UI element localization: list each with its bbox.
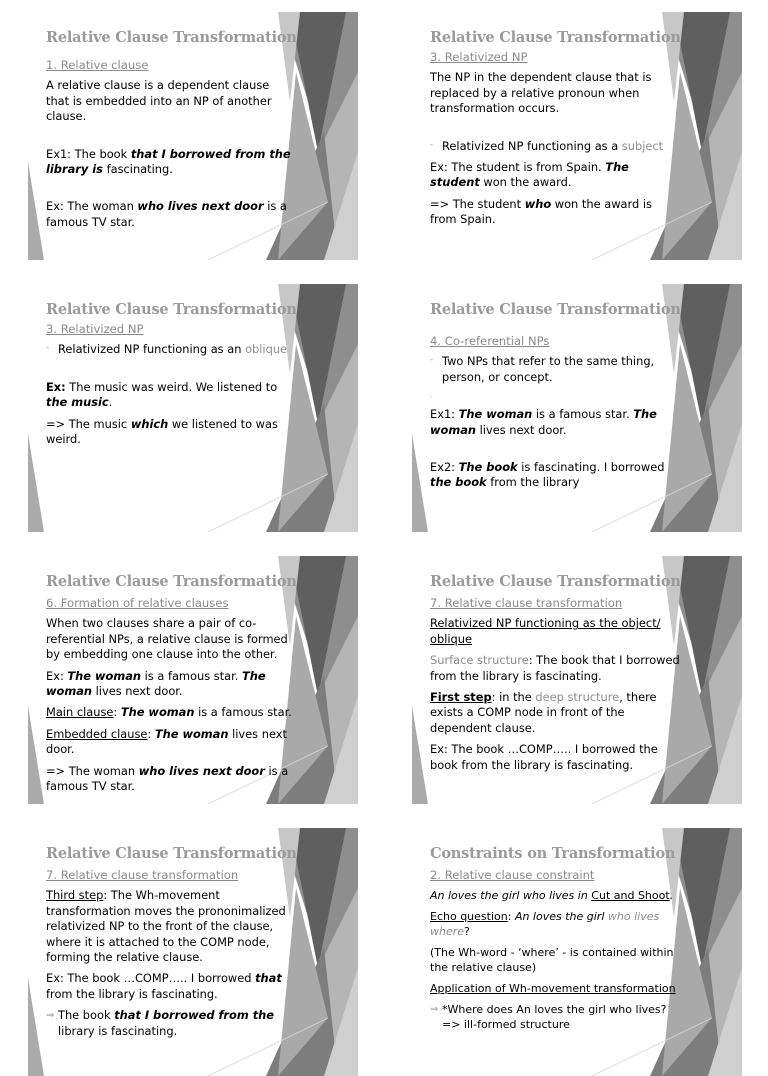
example-text: Ex: The woman is a famous star. The woman lives next door. xyxy=(46,668,266,699)
result-text: => The student who won the award is from Spain. xyxy=(430,196,652,227)
slide-title: Constraints on Transformation xyxy=(430,845,676,862)
example-text: Ex: The book …COMP….. I borrowed that from the library is fascinating. xyxy=(46,971,282,1001)
surface-structure: Surface structure: The book that I borrowed from the library is fascinating. xyxy=(430,653,680,683)
slide-7 xyxy=(28,828,358,1038)
slide-4 xyxy=(412,284,742,532)
section-heading: 7. Relative clause transformation xyxy=(430,596,623,610)
section-heading: 4. Co-referential NPs xyxy=(430,334,550,348)
result-text: ⇒ *Where does An loves the girl who lives? => ill-formed structure xyxy=(430,1002,680,1032)
definition-text: The NP in the dependent clause that is replaced by a relative pronoun when transformation occurs. xyxy=(430,70,652,116)
slide-title: Relative Clause Transformation xyxy=(46,29,297,46)
slide-title: Relative Clause Transformation xyxy=(430,29,681,46)
third-step: Third step: The Wh-movement transformation moves the prononimalized relativized NP to the front of the clause, where it is attached to the COMP node, forming the relative clause. xyxy=(46,888,286,965)
section-heading: 7. Relative clause transformation xyxy=(46,868,239,882)
bullet-item: - Two NPs that refer to the same thing, person, or concept. xyxy=(430,354,680,385)
bullet-item: - Relativized NP functioning as a subject xyxy=(430,139,680,154)
subheading: Relativized NP functioning as the object/ oblique xyxy=(430,616,661,646)
slide-1 xyxy=(28,12,358,260)
slide-title: Relative Clause Transformation xyxy=(430,573,681,590)
result-text: => The woman who lives next door is a famous TV star. xyxy=(46,763,289,794)
example-text: Ex: The student is from Spain. The student won the award. xyxy=(430,160,629,190)
example-text: Ex: The music was weird. We listened to the music. xyxy=(46,379,278,410)
slide-5 xyxy=(28,556,358,804)
slide-2 xyxy=(412,12,742,260)
bullet-item: - Relativized NP functioning as an oblique xyxy=(46,342,296,357)
example-2: Ex: The woman who lives next door is a famous TV star. xyxy=(46,199,287,229)
note-text: (The Wh-word - ‘where’ - is contained within the relative clause) xyxy=(430,946,674,974)
slide-3 xyxy=(28,284,358,532)
echo-question: Echo question: An loves the girl who lives where? xyxy=(430,910,660,938)
example-text: Ex: The book …COMP….. I borrowed the book from the library is fascinating. xyxy=(430,742,658,772)
slide-6 xyxy=(412,556,742,804)
section-heading: 3. Relativized NP xyxy=(430,50,528,64)
sentence: An loves the girl who lives in Cut and Shoot. xyxy=(430,889,674,902)
main-clause: Main clause: The woman is a famous star. xyxy=(46,705,292,720)
section-heading: 6. Formation of relative clauses xyxy=(46,596,229,610)
example-2: Ex2: The book is fascinating. I borrowed the book from the library xyxy=(430,460,665,490)
slide-title: Relative Clause Transformation xyxy=(46,573,297,590)
section-heading: 3. Relativized NP xyxy=(46,322,144,336)
result-text: ⇒ The book that I borrowed from the library is fascinating. xyxy=(46,1008,296,1039)
definition-text: When two clauses share a pair of co-referential NPs, a relative clause is formed by embedding one clause into the other. xyxy=(46,616,288,662)
slide-title: Relative Clause Transformation xyxy=(46,301,297,318)
slide-title: Relative Clause Transformation xyxy=(430,301,681,318)
section-heading: 2. Relative clause constraint xyxy=(430,868,595,882)
dot-mark: . xyxy=(430,390,433,400)
embedded-clause: Embedded clause: The woman lives next door. xyxy=(46,726,287,757)
result-text: => The music which we listened to was weird. xyxy=(46,416,278,447)
definition-text: A relative clause is a dependent clause that is embedded into an NP of another clause. xyxy=(46,78,272,124)
slide-8 xyxy=(412,828,742,1031)
example-1: Ex1: The woman is a famous star. The woman lives next door. xyxy=(430,407,657,437)
first-step: First step: in the deep structure, there exists a COMP node in front of the dependent clause. xyxy=(430,690,657,735)
application-heading: Application of Wh-movement transformation xyxy=(430,982,676,995)
example-1: Ex1: The book that I borrowed from the library is fascinating. xyxy=(46,146,291,177)
slide-title: Relative Clause Transformation xyxy=(46,845,297,862)
section-heading: 1. Relative clause xyxy=(46,58,149,72)
